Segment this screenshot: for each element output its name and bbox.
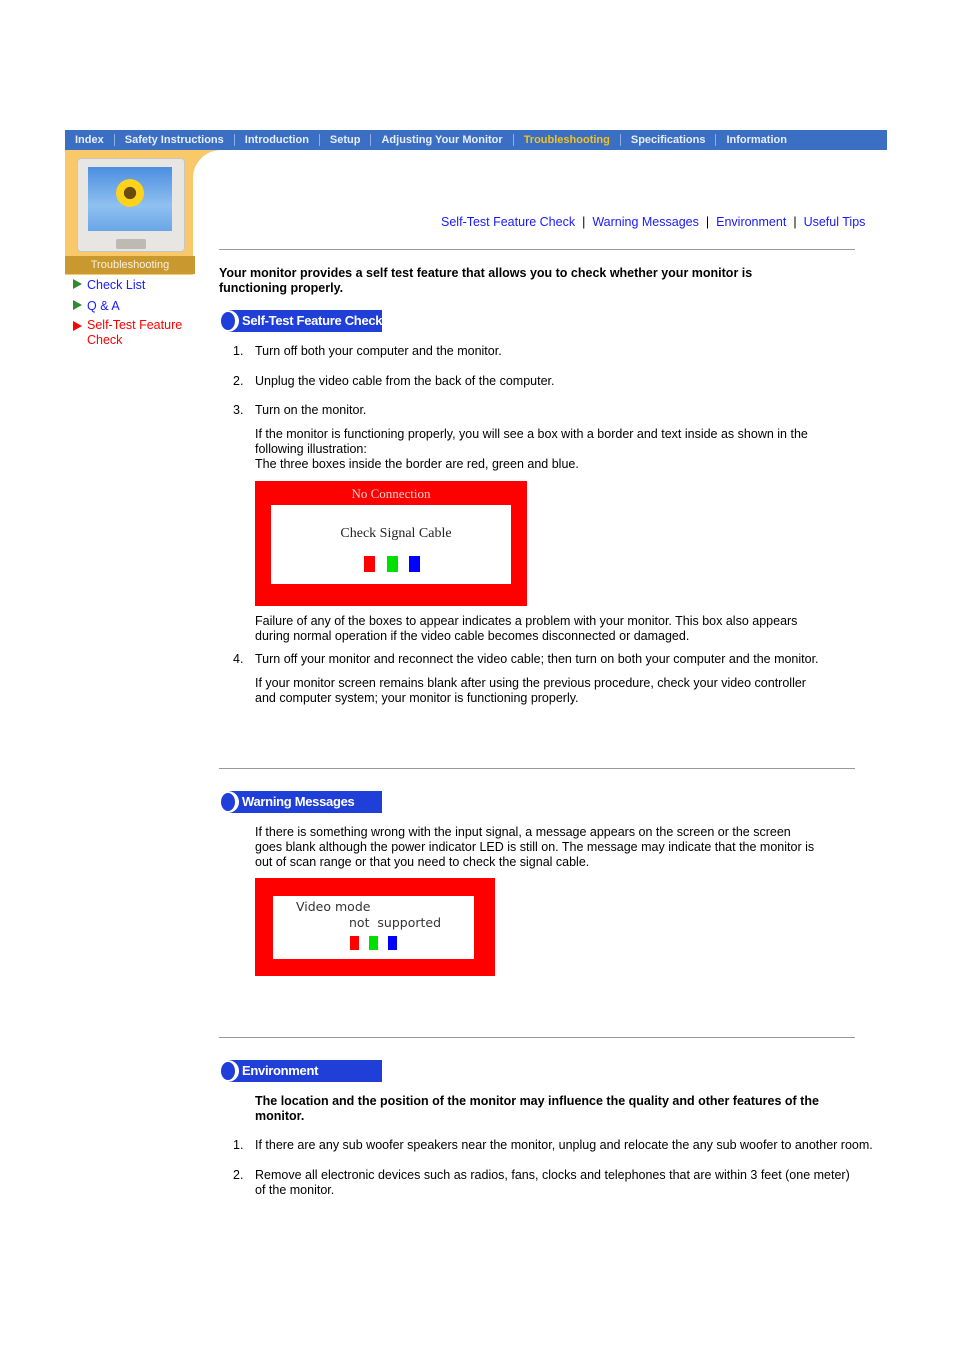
box-line-2: not supported — [349, 915, 442, 930]
nav-information[interactable]: Information — [726, 134, 787, 146]
green-square — [369, 936, 378, 950]
no-connection-illustration — [255, 481, 527, 606]
sidebar-item-check-list[interactable] — [73, 278, 145, 292]
box-inner — [271, 505, 511, 584]
environment-intro: The location and the position of the monitor may influence the quality and other features of the monitor. — [255, 1094, 819, 1123]
top-nav — [65, 130, 887, 150]
list-item: Turn on the monitor. — [255, 403, 367, 417]
circle-icon — [219, 310, 239, 332]
sidebar-item-q-and-a[interactable] — [73, 299, 120, 313]
nav-specifications[interactable]: Specifications — [621, 134, 717, 146]
blue-square — [409, 556, 420, 572]
nav-setup[interactable]: Setup — [320, 134, 372, 146]
box-inner — [273, 896, 474, 959]
nav-introduction[interactable]: Introduction — [235, 134, 320, 146]
step4-note: If your monitor screen remains blank after using the previous procedure, check your video controller and computer system; your monitor is functioning properly. — [255, 676, 806, 705]
sidebar-link[interactable]: Q & A — [87, 299, 120, 313]
video-mode-illustration — [255, 878, 495, 976]
monitor-illustration — [77, 158, 185, 252]
step3-note: If the monitor is functioning properly, you will see a box with a border and text inside as shown in the following illustration: — [255, 427, 808, 456]
red-square — [364, 556, 375, 572]
list-number: 1. — [233, 344, 244, 358]
circle-icon — [219, 1060, 239, 1082]
sub-nav — [441, 215, 865, 229]
sidebar-section-label: Troubleshooting — [65, 256, 195, 274]
section-header-self-test — [219, 310, 382, 332]
monitor-screen — [88, 167, 172, 231]
list-number: 2. — [233, 374, 244, 388]
intro-text: Your monitor provides a self test feature that allows you to check whether your monitor is functioning properly. — [219, 266, 753, 295]
arrow-right-icon — [73, 321, 82, 331]
subnav-environment[interactable]: Environment — [716, 215, 787, 229]
green-square — [387, 556, 398, 572]
list-item: Unplug the video cable from the back of the computer. — [255, 374, 555, 388]
blue-square — [388, 936, 397, 950]
list-number: 3. — [233, 403, 244, 417]
divider — [219, 1037, 855, 1038]
arrow-right-icon — [73, 300, 82, 310]
section-header-environment — [219, 1060, 382, 1082]
list-item: Turn off both your computer and the monitor. — [255, 344, 502, 358]
warning-text: If there is something wrong with the input signal, a message appears on the screen or the screen goes blank although the power indicator LED is still on. The message may indicate that the monitor is out of scan range or that you need to check the signal cable. — [255, 825, 815, 869]
nav-index[interactable]: Index — [65, 134, 115, 146]
red-square — [350, 936, 359, 950]
sunflower-icon — [116, 179, 144, 207]
list-number: 1. — [233, 1138, 244, 1152]
box-line-1: Video mode — [296, 899, 371, 914]
list-number: 2. — [233, 1168, 244, 1182]
box-title: No Connection — [351, 486, 431, 501]
circle-icon — [219, 791, 239, 813]
divider — [219, 249, 855, 250]
banner-curve — [193, 150, 225, 276]
separator: | — [793, 215, 797, 229]
section-title: Environment — [242, 1063, 319, 1078]
arrow-right-icon — [73, 279, 82, 289]
box-text: Check Signal Cable — [340, 526, 452, 541]
list-item: Turn off your monitor and reconnect the video cable; then turn on both your computer and the monitor. — [255, 652, 819, 666]
nav-adjusting-your-monitor[interactable]: Adjusting Your Monitor — [371, 134, 513, 146]
divider — [219, 768, 855, 769]
nav-troubleshooting[interactable]: Troubleshooting — [514, 134, 621, 146]
section-header-warning — [219, 791, 382, 813]
monitor-stand — [116, 239, 146, 249]
sidebar-link[interactable]: Self-Test Feature Check — [87, 318, 183, 347]
separator: | — [705, 215, 710, 229]
sidebar-link[interactable]: Check List — [87, 278, 146, 292]
subnav-warning-messages[interactable]: Warning Messages — [592, 215, 699, 229]
sidebar-item-self-test[interactable] — [73, 318, 198, 348]
list-number: 4. — [233, 652, 244, 666]
list-item: Remove all electronic devices such as radios, fans, clocks and telephones that are within 3 feet (one meter) of the monitor. — [255, 1168, 850, 1197]
subnav-self-test[interactable]: Self-Test Feature Check — [441, 215, 576, 229]
step3-note-colors: The three boxes inside the border are red, green and blue. — [255, 457, 579, 471]
subnav-useful-tips[interactable]: Useful Tips — [803, 215, 866, 229]
nav-safety-instructions[interactable]: Safety Instructions — [115, 134, 235, 146]
section-title: Self-Test Feature Check — [242, 313, 383, 328]
separator: | — [582, 215, 586, 229]
list-item: If there are any sub woofer speakers near the monitor, unplug and relocate the any sub woofer to another room. — [255, 1138, 873, 1152]
failure-note: Failure of any of the boxes to appear indicates a problem with your monitor. This box also appears during normal operation if the video cable becomes disconnected or damaged. — [255, 614, 798, 643]
section-title: Warning Messages — [242, 794, 355, 809]
